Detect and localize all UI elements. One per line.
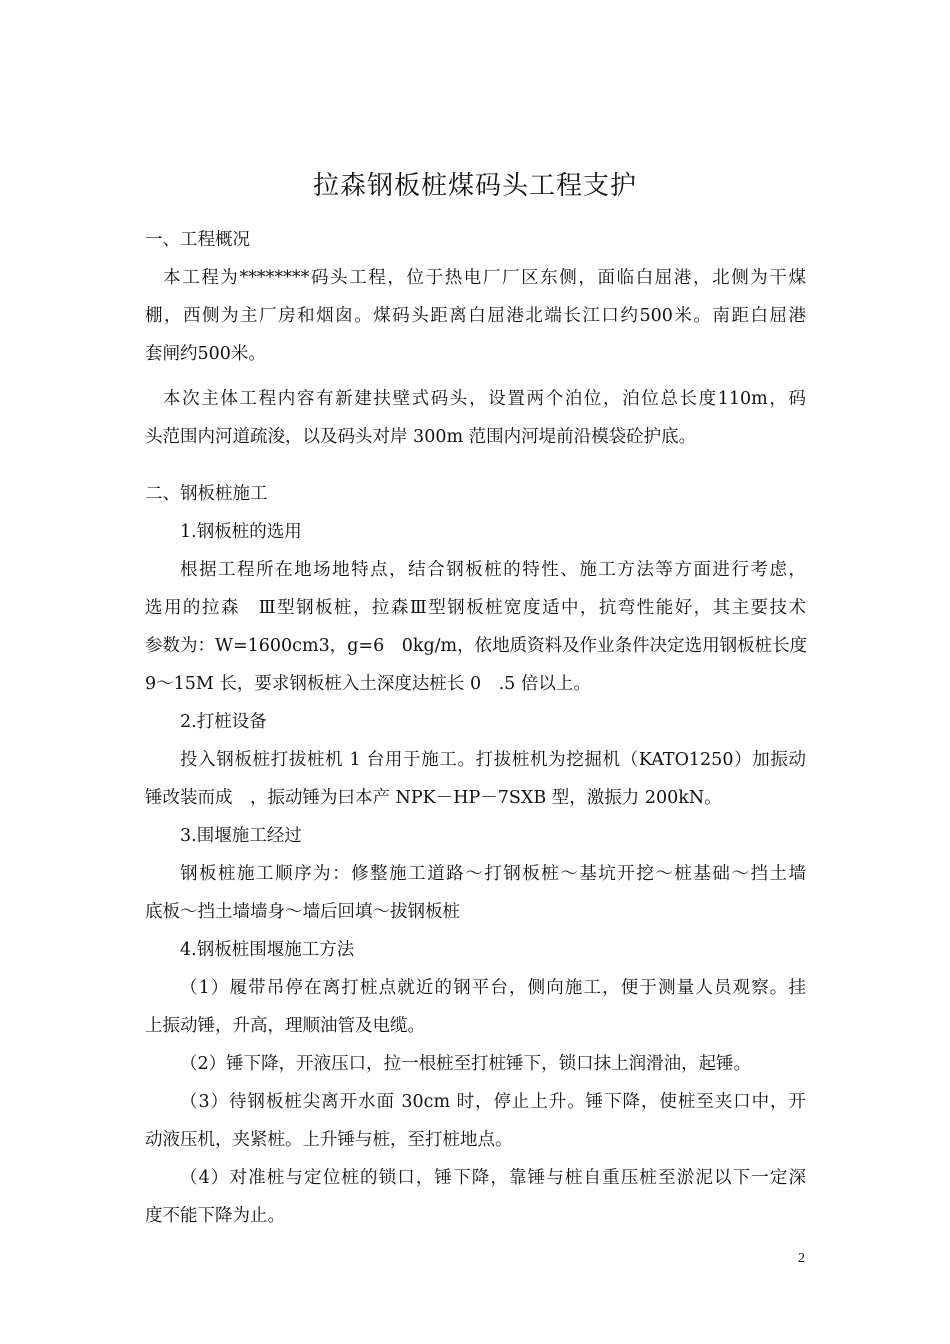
page-number: 2	[798, 1251, 805, 1266]
subsection-heading: 2.打桩设备	[180, 712, 267, 732]
paragraph-line: 度不能下降为止。	[145, 1206, 285, 1226]
paragraph-line: 根据工程所在地场地特点，结合钢板桩的特性、施工方法等方面进行考虑，	[180, 560, 806, 580]
paragraph-line: 锤改装而成 ，振动锤为曰本产 NPK－HP－7SXB 型，激振力 200kN。	[145, 788, 722, 808]
paragraph-line: 棚，西侧为主厂房和烟囱。煤码头距离白屈港北端长江口约500米。南距白屈港	[145, 306, 806, 326]
document-title: 拉森钢板桩煤码头工程支护	[312, 171, 637, 201]
section-heading-overview: 一、工程概况	[145, 230, 250, 250]
section-heading-steel-sheet-pile: 二、钢板桩施工	[145, 484, 268, 504]
paragraph-line: （4）对准桩与定位桩的锁口，锤下降，靠锤与桩自重压桩至淤泥以下一定深	[180, 1168, 806, 1188]
paragraph-line: 套闸约500米。	[145, 344, 266, 364]
paragraph-line: 本次主体工程内容有新建扶壁式码头，设置两个泊位，泊位总长度110m，码	[163, 389, 806, 409]
paragraph-line: （2）锤下降，开液压口，拉一根桩至打桩锤下，锁口抹上润滑油，起锤。	[180, 1054, 752, 1074]
paragraph-line: 9～15M 长，要求钢板桩入土深度达桩长 0 .5 倍以上。	[145, 674, 591, 694]
paragraph-line: 投入钢板桩打拔桩机 1 台用于施工。打拔桩机为挖掘机（KATO1250）加振动	[180, 750, 806, 770]
paragraph-line: （3）待钢板桩尖离开水面 30cm 时，停止上升。锤下降，使桩至夹口中，开	[180, 1092, 806, 1112]
paragraph-line: （1）履带吊停在离打桩点就近的钢平台，侧向施工，便于测量人员观察。挂	[180, 978, 806, 998]
subsection-heading: 1.钢板桩的选用	[180, 522, 302, 542]
subsection-heading: 3.围堰施工经过	[180, 826, 302, 846]
paragraph-line: 本工程为********码头工程，位于热电厂厂区东侧，面临白屈港，北侧为干煤	[163, 268, 806, 288]
paragraph-line: 动液压机，夹紧桩。上升锤与桩，至打桩地点。	[145, 1130, 513, 1150]
paragraph-line: 参数为：W=1600cm3，g=6 0kg/m，依地质资料及作业条件决定选用钢板桩长度	[145, 636, 808, 656]
paragraph-line: 钢板桩施工顺序为：修整施工道路～打钢板桩～基坑开挖～桩基础～挡土墙	[180, 864, 806, 884]
paragraph-line: 上振动锤，升高，理顺油管及电缆。	[145, 1016, 425, 1036]
paragraph-line: 头范围内河道疏浚，以及码头对岸 300m 范围内河堤前沿模袋砼护底。	[145, 427, 697, 447]
subsection-heading: 4.钢板桩围堰施工方法	[180, 940, 355, 960]
paragraph-line: 底板～挡土墙墙身～墙后回填～拔钢板桩	[145, 902, 460, 922]
paragraph-line: 选用的拉森 Ⅲ型钢板桩，拉森Ⅲ型钢板桩宽度适中，抗弯性能好，其主要技术	[145, 598, 806, 618]
